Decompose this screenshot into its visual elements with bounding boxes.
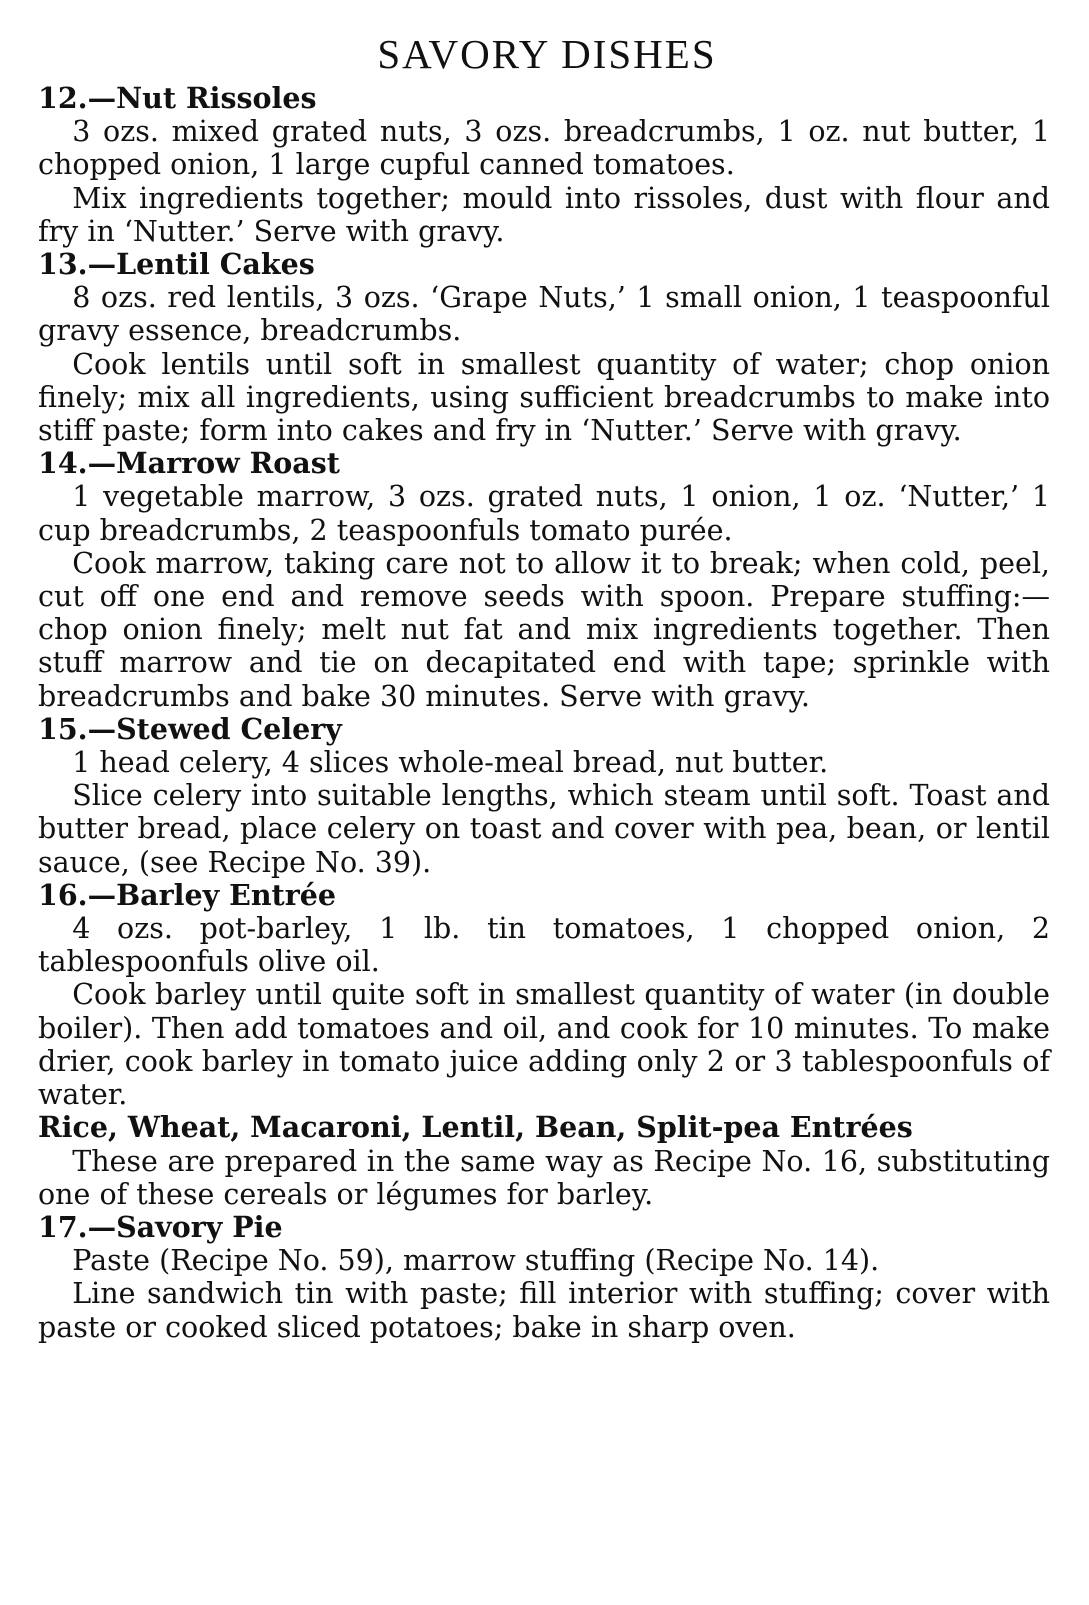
recipe-nut-rissoles: [38, 82, 1050, 248]
recipe-method: Cook lentils until soft in smallest quantity of water; chop onion finely; mix all ingredients, using sufficient breadcrumbs to make into stiff paste; form into cakes and fry in ‘Nutter.’ Serve with gravy.: [38, 347, 1050, 448]
recipe-ingredients: 4 ozs. pot-barley, 1 lb. tin tomatoes, 1 chopped onion, 2 tablespoonfuls olive oil.: [38, 912, 1050, 979]
recipe-ingredients: 1 vegetable marrow, 3 ozs. grated nuts, 1 onion, 1 oz. ‘Nutter,’ 1 cup breadcrumbs, 2 teaspoonfuls tomato purée.: [38, 480, 1050, 547]
recipe-method: Cook marrow, taking care not to allow it to break; when cold, peel, cut off one end and remove seeds with spoon. Prepare stuffing:—chop onion finely; melt nut fat and mix ingredients together. Then stuff marrow and tie on decapitated end with tape; sprinkle with breadcrumbs and bake 30 minutes. Serve with gravy.: [38, 546, 1050, 713]
recipe-ingredients: Paste (Recipe No. 59), marrow stuffing (Recipe No. 14).: [72, 1244, 880, 1278]
recipe-heading: 12.—Nut Rissoles: [38, 81, 317, 115]
recipe-savory-pie: [38, 1211, 1050, 1344]
recipe-stewed-celery: [38, 713, 1050, 879]
recipe-page: [38, 28, 1050, 1344]
recipe-marrow-roast: [38, 447, 1050, 713]
variation-heading: Rice, Wheat, Macaroni, Lentil, Bean, Split-pea Entrées: [38, 1110, 913, 1145]
recipe-method: Cook barley until quite soft in smallest quantity of water (in double boiler). Then add tomatoes and oil, and cook for 10 minutes. To make drier, cook barley in tomato juice adding only 2 or 3 tablespoonfuls of water.: [38, 978, 1050, 1112]
recipe-heading: 13.—Lentil Cakes: [38, 247, 315, 282]
recipe-barley-entree: [38, 879, 1050, 1111]
recipe-heading: 14.—Marrow Roast: [38, 446, 340, 481]
variation-text: These are prepared in the same way as Recipe No. 16, substituting one of these cereals or légumes for barley.: [38, 1144, 1050, 1211]
recipe-heading: 17.—Savory Pie: [38, 1209, 283, 1244]
recipe-heading: 16.—Barley Entrée: [38, 877, 336, 912]
recipe-lentil-cakes: [38, 248, 1050, 447]
recipe-method: Line sandwich tin with paste; fill interior with stuffing; cover with paste or cooked sliced potatoes; bake in sharp oven.: [38, 1277, 1050, 1344]
recipe-variations: [38, 1111, 1050, 1211]
recipe-ingredients: 1 head celery, 4 slices whole-meal bread, nut butter.: [72, 746, 829, 780]
recipe-heading: 15.—Stewed Celery: [38, 711, 342, 746]
recipe-method: Slice celery into suitable lengths, which steam until soft. Toast and butter bread, place celery on toast and cover with pea, bean, or lentil sauce, (see Recipe No. 39).: [38, 779, 1050, 879]
recipe-ingredients: 8 ozs. red lentils, 3 ozs. ‘Grape Nuts,’ 1 small onion, 1 teaspoonful gravy essence, breadcrumbs.: [38, 281, 1050, 348]
page-title: SAVORY DISHES: [377, 31, 717, 77]
recipe-ingredients: 3 ozs. mixed grated nuts, 3 ozs. breadcrumbs, 1 oz. nut butter, 1 chopped onion, 1 large cupful canned tomatoes.: [38, 115, 1050, 182]
recipe-method: Mix ingredients together; mould into rissoles, dust with flour and fry in ‘Nutter.’ Serve with gravy.: [38, 181, 1050, 248]
